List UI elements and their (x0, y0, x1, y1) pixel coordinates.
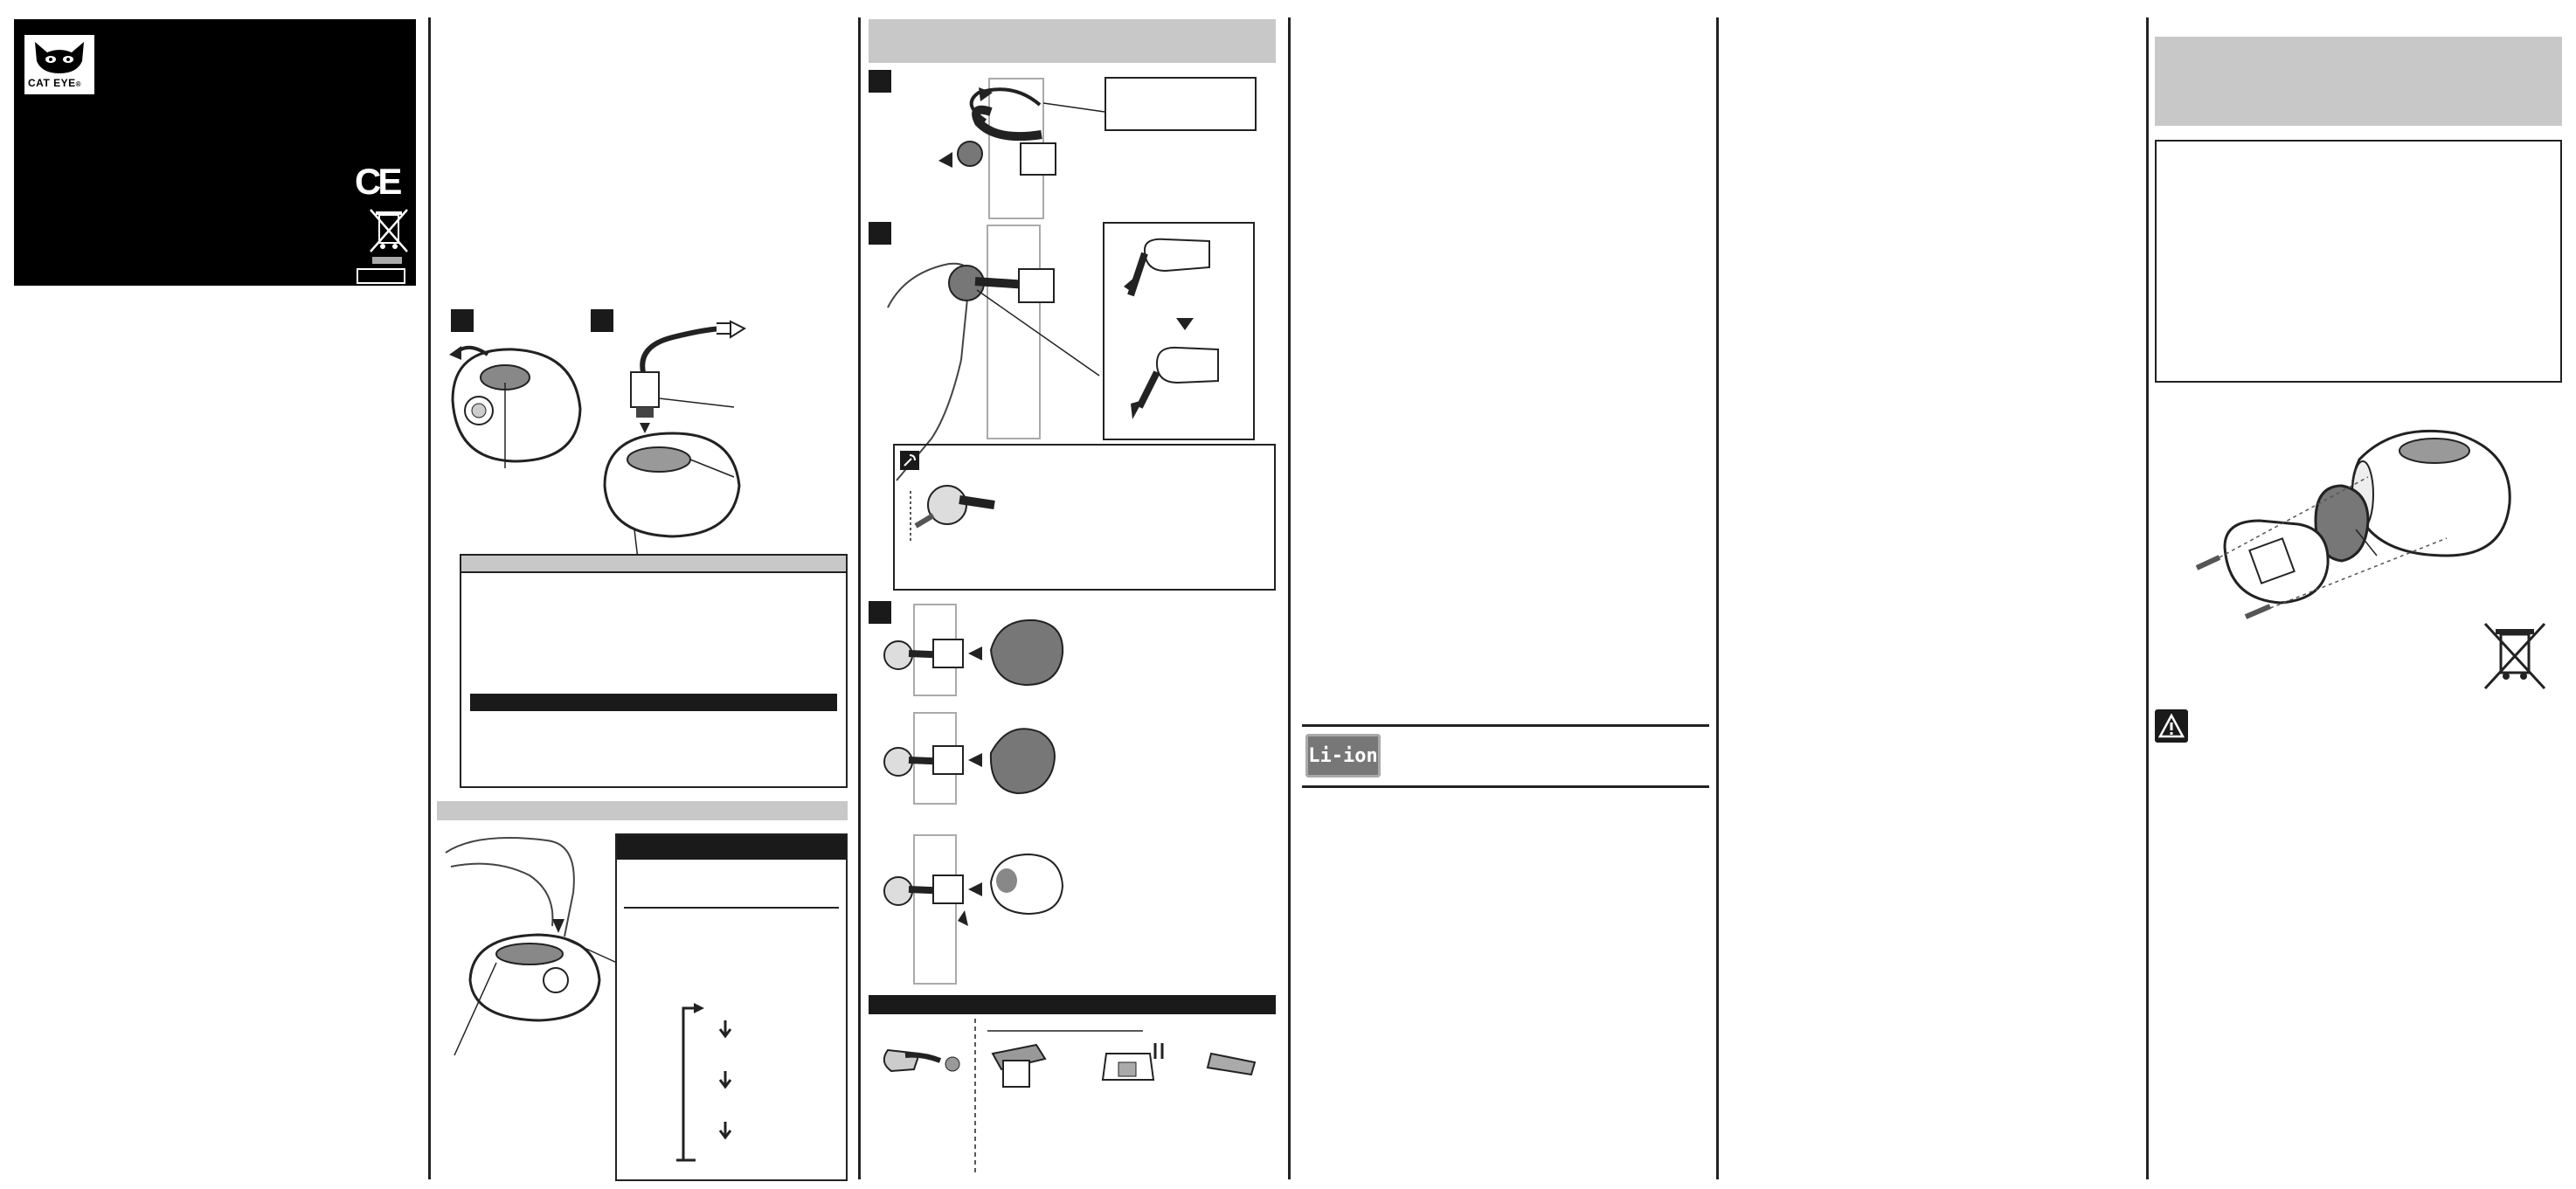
battery-badge (1305, 734, 1381, 778)
column-divider-4 (1716, 17, 1719, 1179)
mode-flow-box (615, 833, 848, 1181)
button-press-illustration (442, 832, 622, 1068)
battery-rule-top (1302, 724, 1709, 727)
arrow-right-icon (717, 321, 744, 337)
detail-inset-box (1103, 222, 1255, 440)
strap-detail-illustration (1113, 232, 1244, 433)
charging-note-box (460, 554, 848, 788)
weee-box (357, 268, 405, 284)
logo-text: CAT EYE (28, 77, 76, 89)
section-bar-mounting (869, 19, 1276, 63)
tool-note-box (893, 444, 1276, 591)
attach-light-illustration-2 (877, 709, 1087, 805)
hand-tighten-illustration (879, 220, 1106, 482)
attach-light-illustration-3 (877, 830, 1087, 987)
weee-bin-icon-2 (2480, 619, 2550, 694)
cat-face-icon (31, 40, 87, 75)
column-divider-1 (428, 17, 431, 1179)
column-divider-2 (858, 17, 861, 1179)
cateye-logo (24, 35, 94, 94)
mode-flow-diagram (676, 1003, 746, 1169)
parts-list-illustration (870, 1019, 1278, 1176)
usb-cable-illustration (585, 311, 804, 564)
column-divider-5 (2146, 17, 2149, 1179)
step-marker-mount-1 (869, 70, 891, 93)
warranty-header-bar (2155, 37, 2562, 126)
mount-callout-box (1104, 77, 1257, 131)
battery-rule-bottom (1302, 785, 1709, 788)
weee-bin-icon (364, 204, 416, 262)
charging-note-header (461, 556, 846, 573)
step-marker-1 (451, 309, 474, 332)
parts-list-header (869, 995, 1276, 1014)
arrow-down-icon (720, 1020, 731, 1036)
attach-light-illustration-1 (877, 601, 1087, 697)
mode-flow-divider (624, 907, 839, 909)
light-body-illustration (444, 330, 601, 479)
weee-bar (372, 257, 402, 264)
warranty-notice-box (2155, 140, 2562, 383)
mode-flow-header (617, 835, 846, 860)
column-divider-3 (1288, 17, 1291, 1179)
battery-replacement-diagram (2185, 425, 2517, 643)
battery-badge-label: Li-ion (1308, 744, 1378, 767)
warning-icon (2155, 709, 2188, 743)
cover-panel (14, 19, 416, 286)
section-bar-operation (437, 801, 848, 820)
ce-mark: CE (355, 161, 399, 202)
registered-mark: ® (75, 80, 82, 88)
strap-cut-illustration (898, 465, 1003, 543)
charging-note-black-band (470, 694, 837, 711)
